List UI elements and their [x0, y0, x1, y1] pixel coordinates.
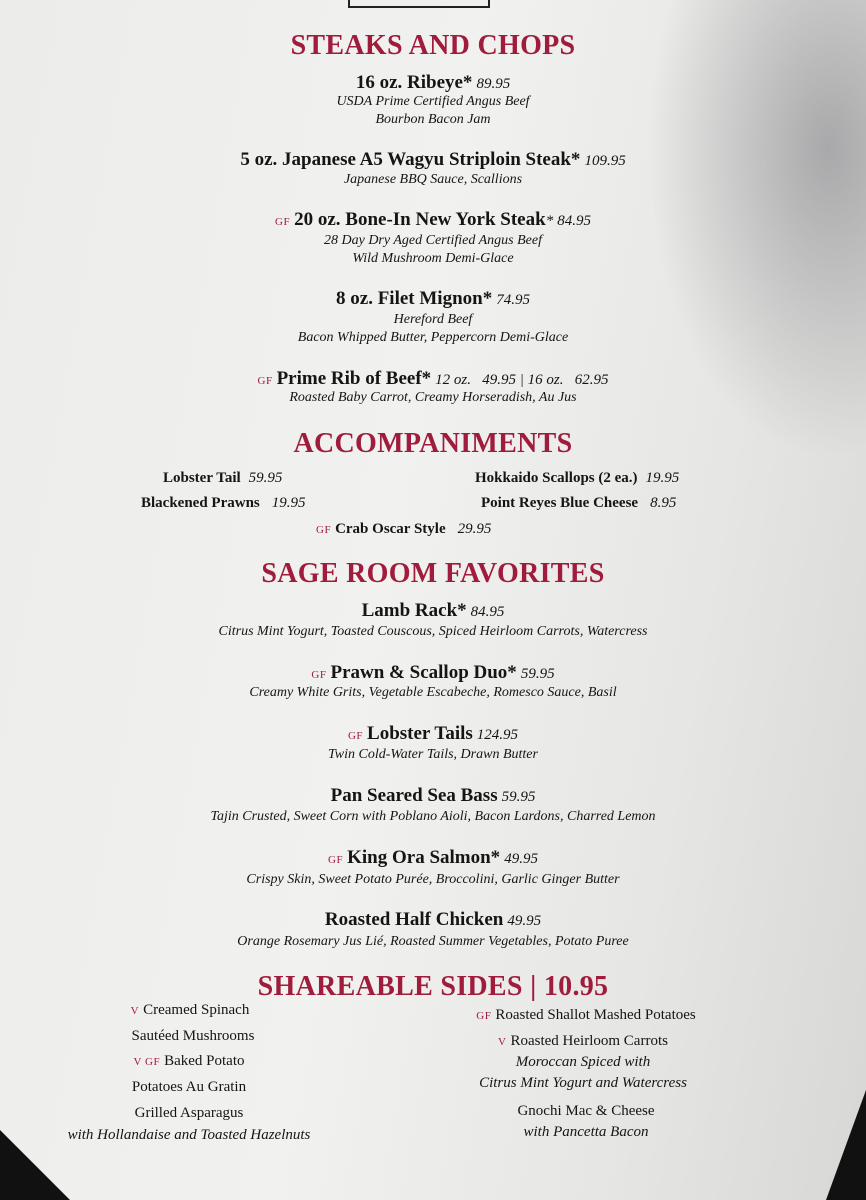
menu-item-lobster-tails [0, 723, 866, 745]
item-price: 59.95 [501, 789, 536, 805]
item-name: Gnochi Mac & Cheese [517, 1103, 655, 1119]
section-title-accompaniments: ACCOMPANIMENTS [293, 428, 573, 459]
item-price: 49.95 [504, 851, 538, 867]
gluten-free-tag: GF [311, 669, 327, 681]
menu-item-lamb [0, 600, 866, 622]
section-title-sides: SHAREABLE SIDES | 10.95 [257, 971, 609, 1002]
item-star: * [545, 213, 554, 229]
item-name: 16 oz. Ribeye* [355, 72, 473, 93]
item-price: 109.95 [584, 153, 626, 169]
menu-item-wagyu [0, 149, 866, 171]
background-corner [826, 1090, 866, 1200]
menu-item-prawn-scallop [0, 662, 866, 684]
menu-item-sea-bass [0, 785, 866, 807]
item-name: Roasted Heirloom Carrots [510, 1033, 668, 1049]
item-description: with Pancetta Bacon [523, 1124, 649, 1140]
gluten-free-tag: GF [275, 216, 291, 228]
item-description: Citrus Mint Yogurt and Watercress [479, 1075, 687, 1091]
item-description: Twin Cold-Water Tails, Drawn Butter [328, 747, 538, 762]
item-description: Japanese BBQ Sauce, Scallions [343, 172, 523, 187]
item-price: 124.95 [476, 727, 519, 743]
item-name: Lobster Tail [163, 470, 241, 486]
item-price: 84.95 [557, 213, 591, 229]
gluten-free-tag: GF [476, 1010, 492, 1022]
item-name: Roasted Half Chicken [324, 909, 504, 930]
vegetarian-tag: V [130, 1005, 140, 1017]
item-name: Sautéed Mushrooms [131, 1028, 255, 1044]
section-title-steaks: STEAKS AND CHOPS [290, 30, 576, 61]
gluten-free-tag: GF [316, 524, 332, 536]
item-price: 84.95 [470, 604, 505, 620]
item-name: King Ora Salmon* [347, 847, 501, 868]
gluten-free-tag: GF [347, 730, 364, 742]
item-description: Tajin Crusted, Sweet Corn with Poblano Aioli, Bacon Lardons, Charred Lemon [210, 809, 656, 824]
item-name: Pan Seared Sea Bass [330, 785, 498, 806]
item-description: Orange Rosemary Jus Lié, Roasted Summer Vegetables, Potato Puree [237, 934, 629, 949]
background-corner [0, 1130, 70, 1200]
item-price: 49.95 [507, 913, 542, 929]
item-description: Bacon Whipped Butter, Peppercorn Demi-Glace [297, 330, 569, 345]
item-price: 19.95 [645, 470, 680, 486]
item-name: Prawn & Scallop Duo* [330, 662, 517, 683]
item-description: Citrus Mint Yogurt, Toasted Couscous, Spiced Heirloom Carrots, Watercress [218, 624, 648, 639]
item-name: Creamed Spinach [143, 1002, 250, 1018]
item-name: Roasted Shallot Mashed Potatoes [495, 1007, 696, 1023]
menu-item-chicken [0, 909, 866, 931]
item-name: Lamb Rack* [361, 600, 467, 621]
menu-item-prime-rib [0, 368, 866, 390]
top-frame [348, 0, 490, 8]
item-name: 20 oz. Bone-In New York Steak [294, 209, 546, 230]
accompaniment-item [481, 494, 676, 512]
item-price: 89.95 [476, 76, 511, 92]
vegetarian-gluten-free-tag: V GF [133, 1056, 161, 1068]
item-description: Crispy Skin, Sweet Potato Purée, Broccolini, Garlic Ginger Butter [246, 872, 620, 887]
item-name: Blackened Prawns [141, 495, 260, 511]
menu-item-new-york [0, 209, 866, 231]
item-description: Bourbon Bacon Jam [375, 112, 491, 127]
item-name: Lobster Tails [367, 723, 473, 744]
item-name: Crab Oscar Style [335, 521, 446, 537]
section-title-favorites: SAGE ROOM FAVORITES [261, 558, 605, 589]
item-price: 19.95 [271, 495, 306, 511]
vegetarian-tag: V [498, 1036, 507, 1048]
item-name: 5 oz. Japanese A5 Wagyu Striploin Steak* [240, 149, 581, 170]
item-price: 29.95 [457, 521, 492, 537]
item-name: Baked Potato [164, 1053, 245, 1069]
gluten-free-tag: GF [257, 375, 273, 387]
item-description: Roasted Baby Carrot, Creamy Horseradish, Au Jus [289, 390, 577, 405]
accompaniment-item [316, 520, 491, 538]
gluten-free-tag: GF [328, 854, 344, 866]
menu-item-salmon [0, 847, 866, 869]
item-name: 8 oz. Filet Mignon* [336, 288, 493, 309]
item-description: USDA Prime Certified Angus Beef [336, 94, 530, 109]
item-description: 28 Day Dry Aged Certified Angus Beef [324, 233, 542, 248]
item-name: Potatoes Au Gratin [131, 1079, 247, 1095]
item-price: 59.95 [248, 470, 283, 486]
menu-item-ribeye [0, 72, 866, 94]
item-name: Prime Rib of Beef* [276, 368, 432, 389]
item-description: with Hollandaise and Toasted Hazelnuts [67, 1127, 311, 1143]
accompaniment-item [163, 469, 282, 487]
accompaniment-item [141, 494, 306, 512]
menu-item-filet [0, 288, 866, 310]
item-price: 8.95 [650, 495, 677, 511]
item-description: Hereford Beef [393, 312, 473, 327]
item-name: Grilled Asparagus [134, 1105, 244, 1121]
accompaniment-item [475, 469, 679, 487]
item-name: Hokkaido Scallops (2 ea.) [475, 470, 638, 486]
item-description: Creamy White Grits, Vegetable Escabeche, Romesco Sauce, Basil [249, 685, 617, 700]
item-price: 59.95 [520, 666, 555, 682]
item-name: Point Reyes Blue Cheese [481, 495, 639, 511]
item-description: Moroccan Spiced with [515, 1054, 651, 1070]
item-price: 74.95 [496, 292, 530, 308]
item-description: Wild Mushroom Demi-Glace [352, 251, 514, 266]
item-price: 12 oz. 49.95 | 16 oz. 62.95 [435, 372, 609, 388]
